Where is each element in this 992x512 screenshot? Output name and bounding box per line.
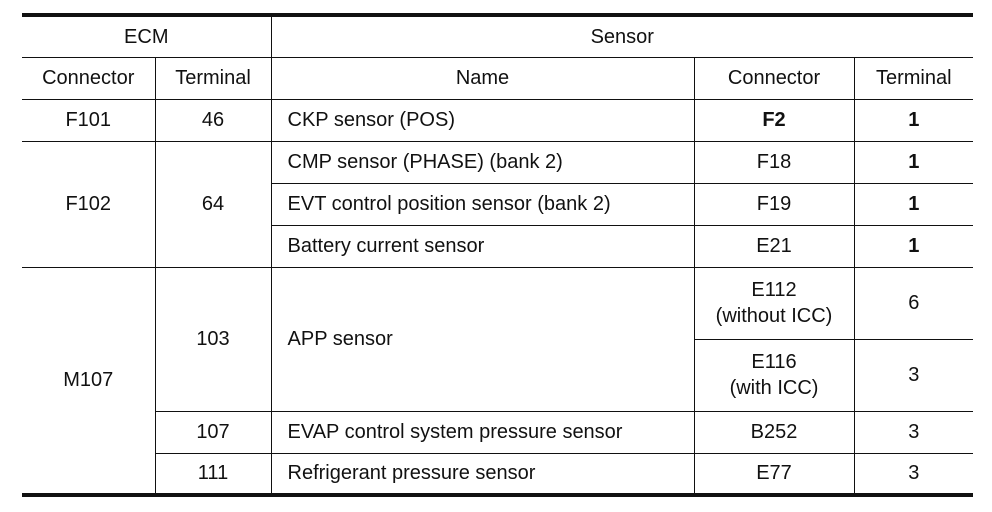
- ecm-connector-cell: F101: [22, 99, 155, 141]
- table-row: [22, 453, 973, 495]
- sensor-terminal-cell: 3: [854, 339, 973, 411]
- ecm-terminal-cell: 46: [155, 99, 271, 141]
- sensor-name-cell: EVT control position sensor (bank 2): [271, 183, 694, 225]
- sensor-name-cell: Refrigerant pressure sensor: [271, 453, 694, 495]
- ecm-terminal-cell: 64: [155, 141, 271, 267]
- table-row: [22, 99, 973, 141]
- table-row: [22, 411, 973, 453]
- sensor-connector-cell: B252: [694, 411, 854, 453]
- sensor-terminal-header: Terminal: [854, 57, 973, 99]
- ecm-connector-cell: M107: [22, 267, 155, 495]
- table-row: [22, 267, 973, 339]
- connector-line: E116: [751, 351, 797, 373]
- sensor-connector-cell: E77: [694, 453, 854, 495]
- sensor-name-cell: APP sensor: [271, 267, 694, 411]
- sensor-connector-cell: F18: [694, 141, 854, 183]
- ecm-connector-header: Connector: [22, 57, 155, 99]
- ecm-header: ECM: [22, 15, 271, 57]
- sensor-name-cell: CMP sensor (PHASE) (bank 2): [271, 141, 694, 183]
- sensor-terminal-cell: 3: [854, 453, 973, 495]
- sensor-name-cell: EVAP control system pressure sensor: [271, 411, 694, 453]
- ecm-terminal-cell: 107: [155, 411, 271, 453]
- sensor-connector-cell: E21: [694, 225, 854, 267]
- header-column-row: [22, 57, 973, 99]
- sensor-terminal-cell: 6: [854, 267, 973, 339]
- ecm-sensor-table: [22, 13, 973, 497]
- sensor-header: Sensor: [271, 15, 973, 57]
- sensor-name-cell: Battery current sensor: [271, 225, 694, 267]
- sensor-connector-header: Connector: [694, 57, 854, 99]
- ecm-terminal-header: Terminal: [155, 57, 271, 99]
- sensor-connector-cell: [694, 339, 854, 411]
- ecm-terminal-cell: 111: [155, 453, 271, 495]
- sensor-connector-cell: F2: [694, 99, 854, 141]
- connector-note: (with ICC): [729, 377, 819, 399]
- connector-note: (without ICC): [715, 305, 833, 327]
- table-row: [22, 141, 973, 183]
- sensor-name-header: Name: [271, 57, 694, 99]
- sensor-terminal-cell: 1: [854, 183, 973, 225]
- sensor-terminal-cell: 1: [854, 225, 973, 267]
- sensor-connector-cell: [694, 267, 854, 339]
- sensor-terminal-cell: 1: [854, 99, 973, 141]
- sensor-terminal-cell: 1: [854, 141, 973, 183]
- ecm-terminal-cell: 103: [155, 267, 271, 411]
- sensor-terminal-cell: 3: [854, 411, 973, 453]
- sensor-connector-cell: F19: [694, 183, 854, 225]
- ecm-connector-cell: F102: [22, 141, 155, 267]
- connector-line: E112: [751, 279, 797, 301]
- sensor-name-cell: CKP sensor (POS): [271, 99, 694, 141]
- header-group-row: [22, 15, 973, 57]
